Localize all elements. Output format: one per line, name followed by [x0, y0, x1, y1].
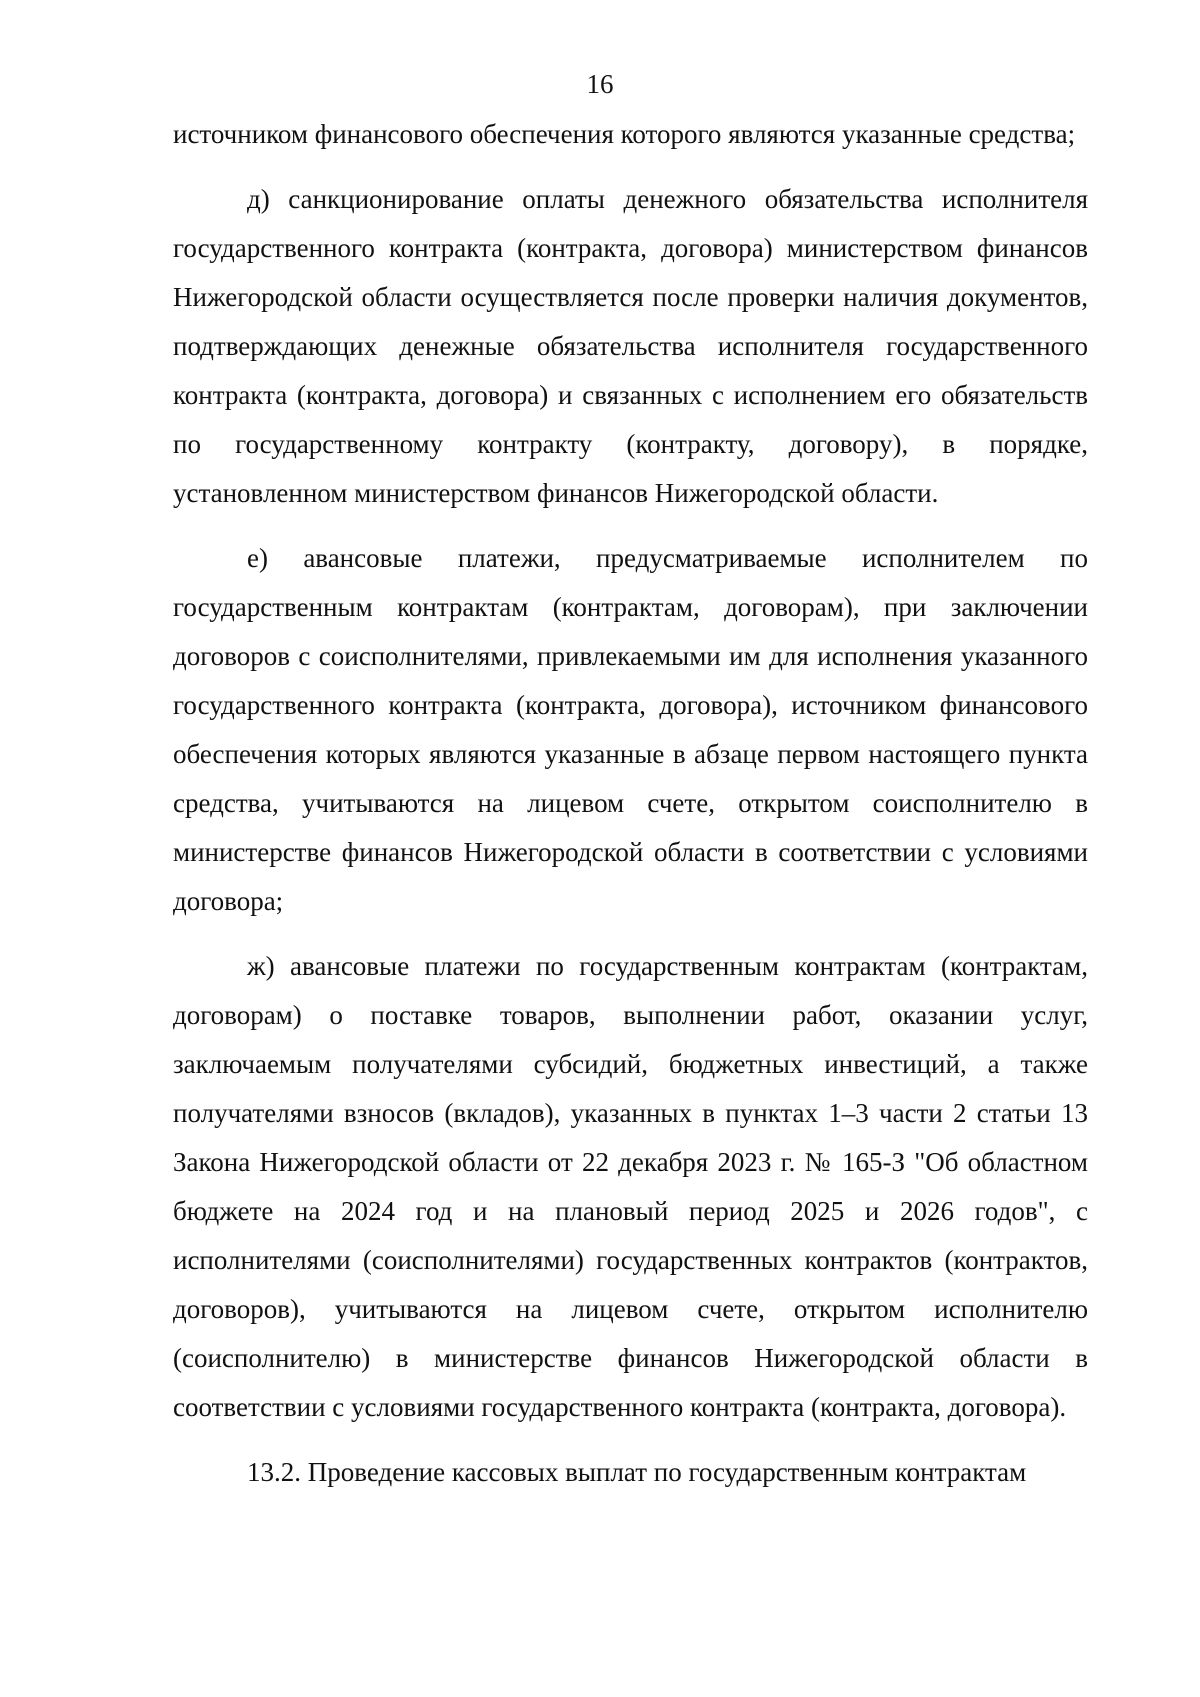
document-body	[173, 110, 1088, 1513]
paragraph-13-2: 13.2. Проведение кассовых выплат по государственным контрактам	[247, 1457, 1027, 1487]
paragraph-item-e: е) авансовые платежи, предусматриваемые исполнителем по государственным контрактам (контрактам, договорам), при заключении договоров с соисполнителями, привлекаемыми им для исполнения указанного государственного контракта (контракта, договора), источником финансового обеспечения которых являются указанные в абзаце первом настоящего пункта средства, учитываются на лицевом счете, открытом соисполнителю в министерстве финансов Нижегородской области в соответствии с условиями договора;	[173, 543, 1088, 916]
paragraph-continuation: источником финансового обеспечения которого являются указанные средства;	[173, 119, 1076, 149]
paragraph-item-zh: ж) авансовые платежи по государственным контрактам (контрактам, договорам) о поставке товаров, выполнении работ, оказании услуг, заключаемым получателями субсидий, бюджетных инвестиций, а также получателями взносов (вкладов), указанных в пунктах 1–3 части 2 статьи 13 Закона Нижегородской области от 22 декабря 2023 г. № 165-З "Об областном бюджете на 2024 год и на плановый период 2025 и 2026 годов", с исполнителями (соисполнителями) государственных контрактов (контрактов, договоров), учитываются на лицевом счете, открытом исполнителю (соисполнителю) в министерстве финансов Нижегородской области в соответствии с условиями государственного контракта (контракта, договора).	[173, 951, 1088, 1422]
paragraph-item-d: д) санкционирование оплаты денежного обязательства исполнителя государственного контракта (контракта, договора) министерством финансов Нижегородской области осуществляется после проверки наличия документов, подтверждающих денежные обязательства исполнителя государственного контракта (контракта, договора) и связанных с исполнением его обязательств по государственному контракту (контракту, договору), в порядке, установленном министерством финансов Нижегородской области.	[173, 184, 1088, 508]
page-number: 16	[586, 69, 614, 99]
